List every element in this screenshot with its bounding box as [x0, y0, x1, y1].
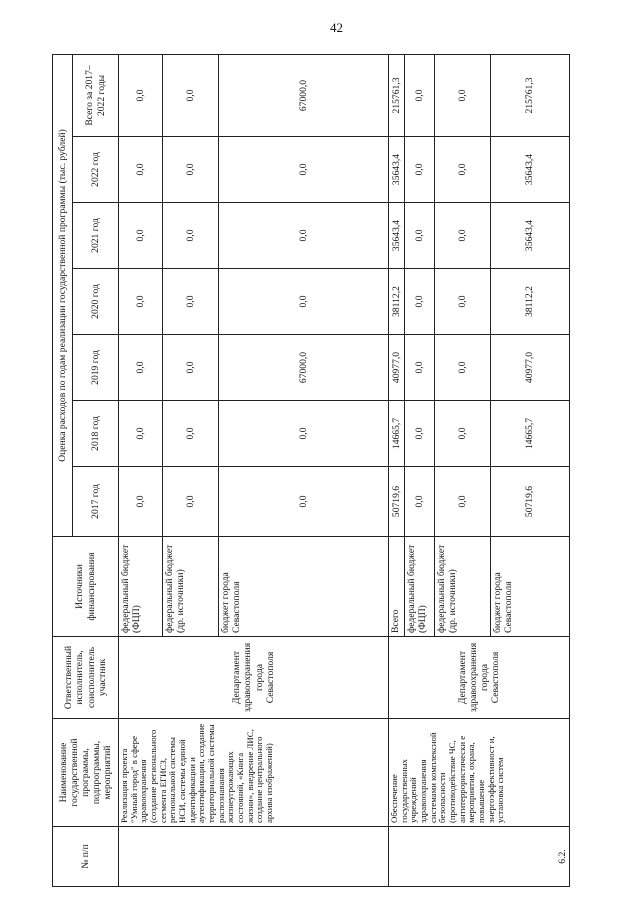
value-cell: 0,0	[405, 203, 435, 269]
value-cell: 0,0	[163, 335, 219, 401]
header-estimate: Оценка расходов по годам реализации государственной программы (тыс. рублей)	[53, 54, 73, 536]
value-cell: 0,0	[163, 54, 219, 136]
value-cell: 35643,4	[491, 137, 570, 203]
responsible-executor: Департамент здравоохранения города Севастополя	[119, 637, 389, 719]
value-cell: 0,0	[435, 335, 491, 401]
value-cell: 0,0	[163, 203, 219, 269]
value-cell: 0,0	[219, 269, 389, 335]
funding-source: бюджет города Севастополя	[219, 537, 389, 637]
value-cell: 0,0	[119, 137, 163, 203]
funding-source: федеральный бюджет (ФЦП)	[405, 537, 435, 637]
value-cell: 0,0	[405, 401, 435, 467]
value-cell: 38112,2	[389, 269, 405, 335]
responsible-executor: Департамент здравоохранения города Севастополя	[389, 637, 570, 719]
page-number: 42	[330, 20, 343, 35]
value-cell: 35643,4	[491, 203, 570, 269]
value-cell: 0,0	[163, 401, 219, 467]
budget-table	[52, 54, 570, 887]
header-total: Всего за 2017–2022 годы	[73, 54, 119, 136]
value-cell: 0,0	[405, 269, 435, 335]
header-row-1	[53, 54, 73, 886]
value-cell: 0,0	[405, 54, 435, 136]
row-number: 6.2.	[389, 827, 570, 887]
value-cell: 0,0	[405, 335, 435, 401]
budget-table-rotated	[52, 55, 569, 887]
header-year: 2022 год	[73, 137, 119, 203]
value-cell: 0,0	[435, 203, 491, 269]
value-cell: 0,0	[119, 467, 163, 537]
value-cell: 0,0	[435, 269, 491, 335]
header-sources: Источники финансирования	[53, 537, 119, 637]
value-cell: 215761,3	[491, 54, 570, 136]
value-cell: 0,0	[163, 137, 219, 203]
value-cell: 40977,0	[491, 335, 570, 401]
funding-source: Всего	[389, 537, 405, 637]
table-row	[119, 54, 163, 886]
table-row	[389, 54, 405, 886]
value-cell: 0,0	[219, 401, 389, 467]
header-year: 2017 год	[73, 467, 119, 537]
value-cell: 0,0	[119, 54, 163, 136]
value-cell: 0,0	[119, 335, 163, 401]
value-cell: 0,0	[405, 467, 435, 537]
value-cell: 35643,4	[389, 203, 405, 269]
value-cell: 14665,7	[389, 401, 405, 467]
funding-source: федеральный бюджет (ФЦП)	[119, 537, 163, 637]
header-year: 2018 год	[73, 401, 119, 467]
value-cell: 14665,7	[491, 401, 570, 467]
value-cell: 0,0	[219, 467, 389, 537]
value-cell: 215761,3	[389, 54, 405, 136]
value-cell: 0,0	[119, 203, 163, 269]
value-cell: 0,0	[119, 269, 163, 335]
header-year: 2019 год	[73, 335, 119, 401]
header-responsible: Ответственный исполнитель, соисполнитель участник	[53, 637, 119, 719]
funding-source: федеральный бюджет (др. источники)	[435, 537, 491, 637]
header-num: № п/п	[53, 827, 119, 887]
value-cell: 35643,4	[389, 137, 405, 203]
value-cell: 0,0	[219, 137, 389, 203]
value-cell: 0,0	[119, 401, 163, 467]
value-cell: 50719,6	[389, 467, 405, 537]
funding-source: федеральный бюджет (др. источники)	[163, 537, 219, 637]
value-cell: 67000,0	[219, 335, 389, 401]
value-cell: 0,0	[163, 269, 219, 335]
funding-source: бюджет города Севастополя	[491, 537, 570, 637]
value-cell: 0,0	[405, 137, 435, 203]
value-cell: 0,0	[219, 203, 389, 269]
value-cell: 0,0	[163, 467, 219, 537]
value-cell: 0,0	[435, 401, 491, 467]
header-name: Наименование государственной программы, подпрограммы, мероприятий	[53, 719, 119, 827]
value-cell: 67000,0	[219, 54, 389, 136]
header-year: 2020 год	[73, 269, 119, 335]
value-cell: 50719,6	[491, 467, 570, 537]
value-cell: 0,0	[435, 54, 491, 136]
value-cell: 40977,0	[389, 335, 405, 401]
row-number	[119, 827, 389, 887]
value-cell: 0,0	[435, 137, 491, 203]
activity-name: Обеспечение государственных учреждений здравоохранения системами комплексной безопасности (противодействие ЧС, антитеррористически е мероприятия, охрана, повышение энергоэффективност и, установка систем	[389, 719, 570, 827]
value-cell: 38112,2	[491, 269, 570, 335]
activity-name: Реализация проекта "Умный город" в сфере здравоохранения (создание регионального сегмента ЕГИСЗ, региональной системы НСИ, системы единой идентификации и аутентификации, создание территориальной системы распознавания жизнеугрожающих состояний, «Книга жизни», внедрение ЛИС, создание центрального архива изображений)	[119, 719, 389, 827]
header-year: 2021 год	[73, 203, 119, 269]
value-cell: 0,0	[435, 467, 491, 537]
